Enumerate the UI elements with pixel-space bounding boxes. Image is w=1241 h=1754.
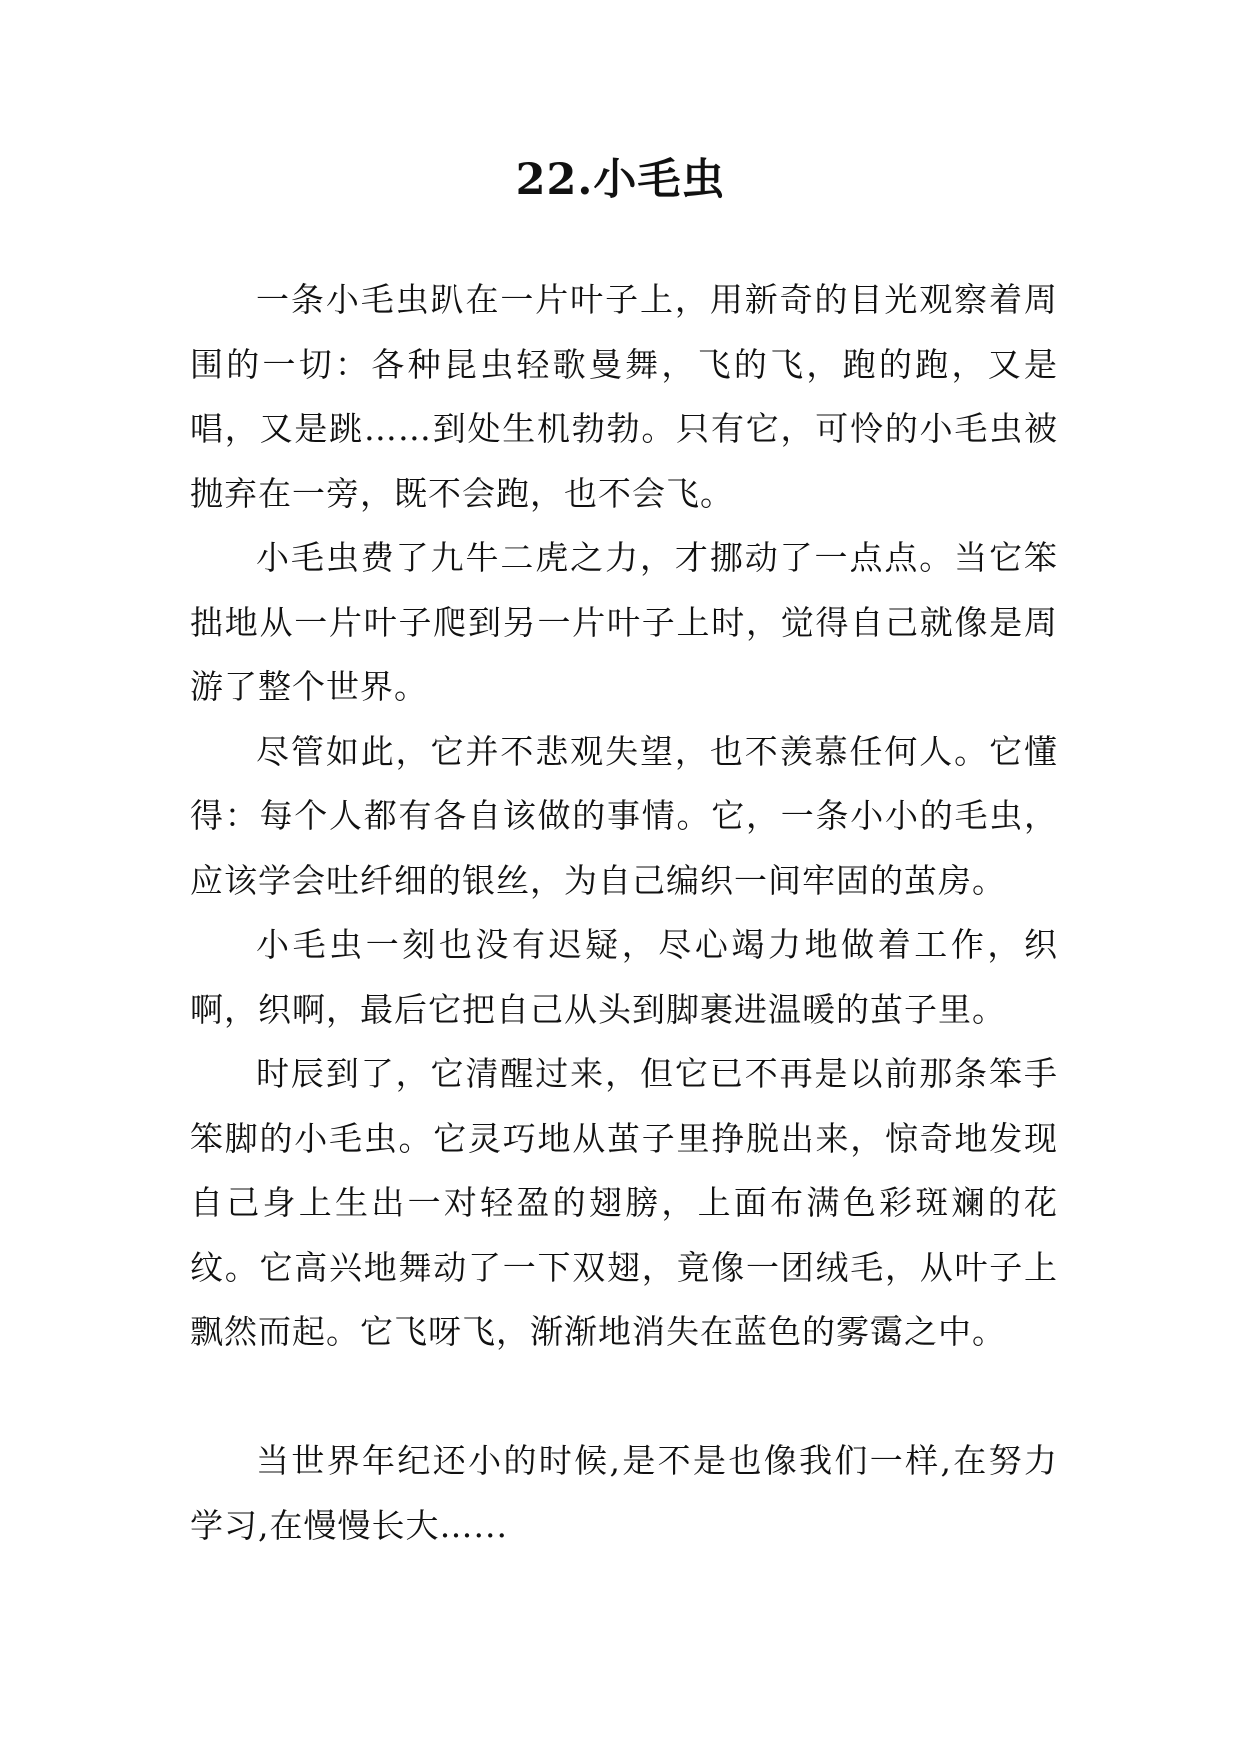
paragraph-3: 尽管如此，它并不悲观失望，也不羡慕任何人。它懂得：每个人都有各自该做的事情。它，一条小小的毛虫，应该学会吐纤细的银丝，为自己编织一间牢固的茧房。: [190, 731, 1058, 900]
document-body: [190, 268, 1058, 1558]
paragraph-1: 一条小毛虫趴在一片叶子上，用新奇的目光观察着周围的一切：各种昆虫轻歌曼舞，飞的飞，跑的跑，又是唱，又是跳……到处生机勃勃。只有它，可怜的小毛虫被抛弃在一旁，既不会跑，也不会飞。: [190, 280, 1058, 513]
paragraph-4: 小毛虫一刻也没有迟疑，尽心竭力地做着工作，织啊，织啊，最后它把自己从头到脚裹进温暖的茧子里。: [190, 925, 1058, 1029]
paragraph-2: 小毛虫费了九牛二虎之力，才挪动了一点点。当它笨拙地从一片叶子爬到另一片叶子上时，觉得自己就像是周游了整个世界。: [190, 538, 1058, 706]
paragraph-spacer: [190, 1365, 1058, 1430]
paragraph-5: 时辰到了，它清醒过来，但它已不再是以前那条笨手笨脚的小毛虫。它灵巧地从茧子里挣脱出来，惊奇地发现自己身上生出一对轻盈的翅膀，上面布满色彩斑斓的花纹。它高兴地舞动了一下双翅，竟像一团绒毛，从叶子上飘然而起。它飞呀飞，渐渐地消失在蓝色的雾霭之中。: [190, 1054, 1058, 1351]
closing-paragraph: 当世界年纪还小的时候,是不是也像我们一样,在努力学习,在慢慢长大…...: [190, 1441, 1058, 1545]
document-title: 22.小毛虫: [515, 155, 726, 205]
